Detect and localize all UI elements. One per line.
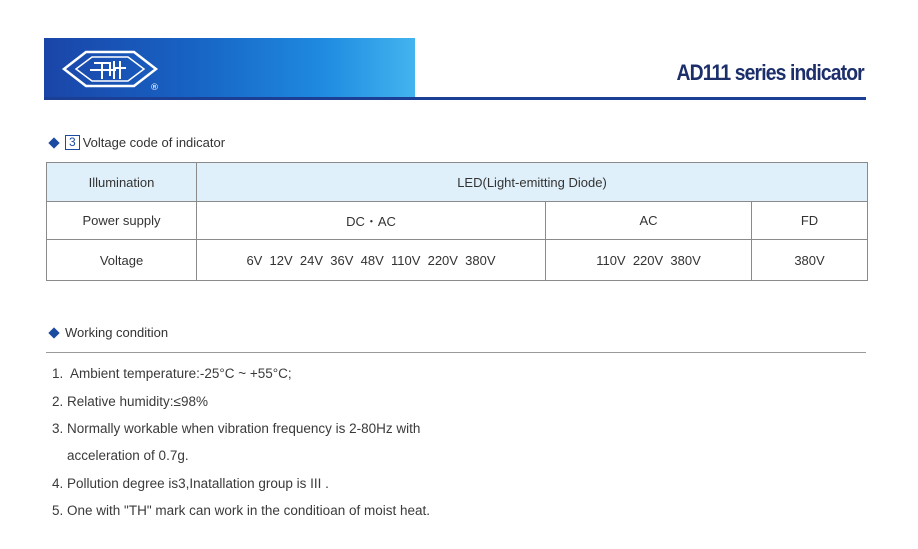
voltage-dcac: 6V 12V 24V 36V 48V 110V 220V 380V [197,240,546,281]
section-divider [46,352,866,353]
header-rule [44,97,866,100]
diamond-bullet-icon [48,327,59,338]
table-row-power-supply [47,202,868,240]
voltage-table [46,162,868,281]
registered-mark: ® [150,83,159,92]
section-title: Voltage code of indicator [82,135,226,150]
voltage-ac: 110V 220V 380V [546,240,752,281]
section-working-heading [50,325,168,340]
company-logo-icon [60,46,160,92]
list-item: 1. Ambient temperature:-25°C ~ +55°C; [52,366,292,381]
list-item: acceleration of 0.7g. [52,448,189,463]
voltage-label: Voltage [47,240,197,281]
table-row-illumination [47,163,868,202]
list-item: 4. Pollution degree is3,Inatallation group is III . [52,476,329,491]
power-fd: FD [752,202,868,240]
voltage-fd: 380V [752,240,868,281]
page-title: AD111 series indicator [676,60,864,85]
section-title: Working condition [65,325,169,340]
illumination-value: LED(Light-emitting Diode) [197,163,868,202]
list-item: 5. One with "TH" mark can work in the conditioan of moist heat. [52,503,430,518]
list-item: 2. Relative humidity:≤98% [52,394,208,409]
power-ac: AC [546,202,752,240]
illumination-label: Illumination [47,163,197,202]
section-number: 3 [65,135,80,150]
power-supply-label: Power supply [47,202,197,240]
table-row-voltage [47,240,868,281]
section-voltage-heading [50,135,225,150]
power-dcac: DC・AC [197,202,546,240]
diamond-bullet-icon [48,137,59,148]
list-item: 3. Normally workable when vibration frequency is 2-80Hz with [52,421,421,436]
